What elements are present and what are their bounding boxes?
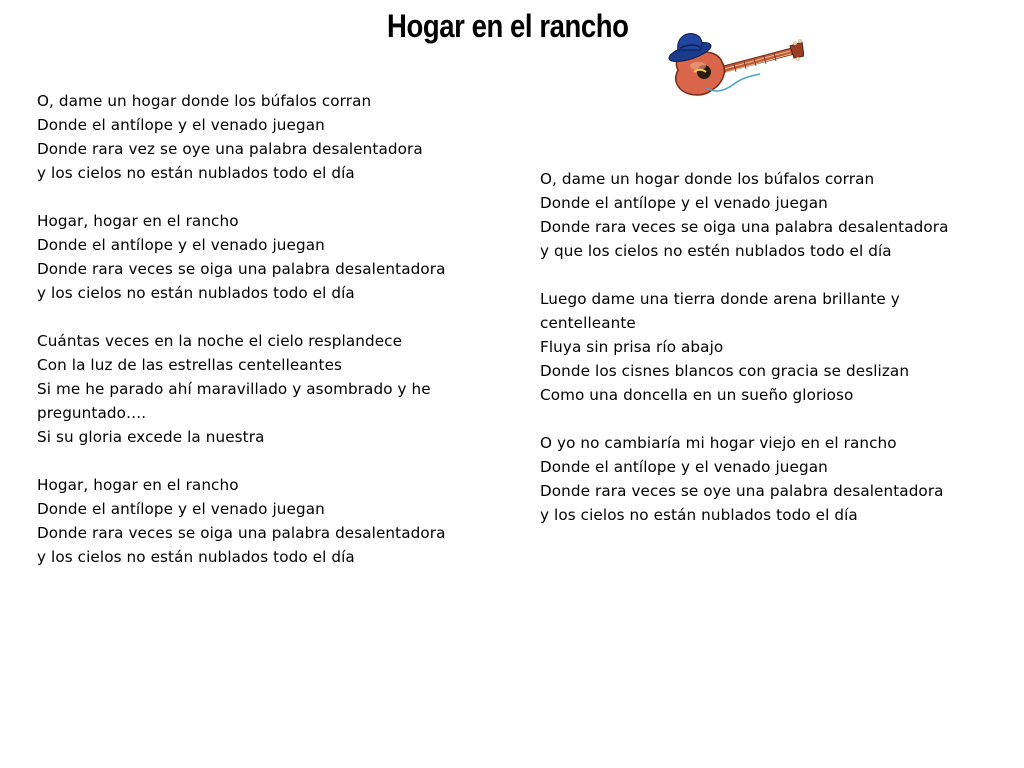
lyric-line: Con la luz de las estrellas centelleantes	[37, 356, 343, 374]
guitar-neck	[716, 48, 794, 74]
lyric-line: y los cielos no están nublados todo el día	[37, 284, 355, 302]
lyric-line: y que los cielos no estén nublados todo el día	[540, 242, 892, 260]
lyrics-left-column	[37, 89, 487, 593]
lyric-line: Donde rara veces se oiga una palabra desalentadora	[37, 260, 446, 278]
lyric-line: preguntado….	[37, 404, 147, 422]
lyric-line: Como una doncella en un sueño glorioso	[540, 386, 854, 404]
chorus-2	[37, 473, 487, 569]
lyric-line: Donde rara veces se oye una palabra desalentadora	[540, 482, 944, 500]
lyric-line: O, dame un hogar donde los búfalos corran	[37, 92, 372, 110]
lyric-line: Fluya sin prisa río abajo	[540, 338, 724, 356]
chorus-3	[540, 431, 990, 527]
lyric-line: Donde el antílope y el venado juegan	[540, 458, 828, 476]
stanza-2	[37, 329, 487, 449]
stanza-3	[540, 167, 990, 263]
lyric-line: Donde rara veces se oiga una palabra desalentadora	[540, 218, 949, 236]
lyric-line: Cuántas veces en la noche el cielo resplandece	[37, 332, 403, 350]
stanza-1	[37, 89, 487, 185]
lyric-line: Si su gloria excede la nuestra	[37, 428, 265, 446]
lyric-line: Luego dame una tierra donde arena brillante y	[540, 290, 900, 308]
lyric-line: y los cielos no están nublados todo el día	[37, 164, 355, 182]
lyric-line: Donde los cisnes blancos con gracia se deslizan	[540, 362, 910, 380]
stanza-4	[540, 287, 990, 407]
lyric-line: O yo no cambiaría mi hogar viejo en el rancho	[540, 434, 897, 452]
lyric-line: centelleante	[540, 314, 636, 332]
lyric-line: Donde rara vez se oye una palabra desalentadora	[37, 140, 423, 158]
lyrics-right-column	[540, 167, 990, 551]
lyric-line: Donde el antílope y el venado juegan	[37, 500, 325, 518]
guitar-with-hat-icon	[664, 28, 804, 104]
slide-title: Hogar en el rancho	[387, 8, 629, 44]
lyric-line: Hogar, hogar en el rancho	[37, 212, 239, 230]
guitar-headstock	[790, 39, 804, 61]
lyric-line: Si me he parado ahí maravillado y asombrado y he	[37, 380, 431, 398]
lyric-line: O, dame un hogar donde los búfalos corran	[540, 170, 875, 188]
lyric-line: Donde el antílope y el venado juegan	[540, 194, 828, 212]
lyric-line: Donde el antílope y el venado juegan	[37, 116, 325, 134]
chorus-1	[37, 209, 487, 305]
lyric-line: y los cielos no están nublados todo el día	[37, 548, 355, 566]
lyric-line: Donde el antílope y el venado juegan	[37, 236, 325, 254]
lyric-line: Donde rara veces se oiga una palabra desalentadora	[37, 524, 446, 542]
lyric-line: Hogar, hogar en el rancho	[37, 476, 239, 494]
lyric-line: y los cielos no están nublados todo el día	[540, 506, 858, 524]
